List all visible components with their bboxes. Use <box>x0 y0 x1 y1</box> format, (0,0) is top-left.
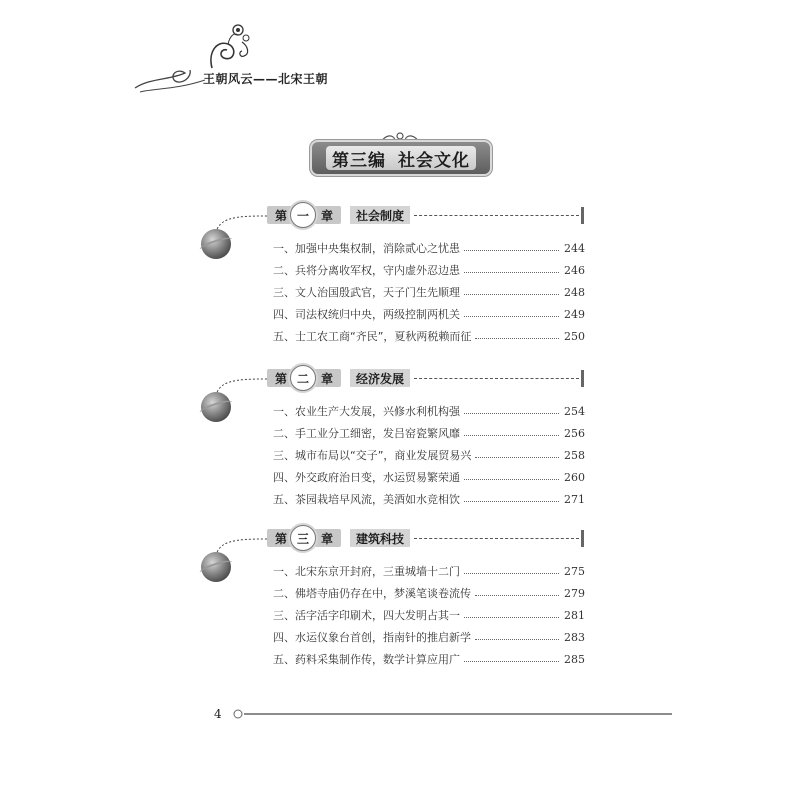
toc-entry-page: 248 <box>564 285 585 299</box>
chapter-block <box>195 207 595 357</box>
toc-entry[interactable] <box>273 468 585 486</box>
part-banner-label <box>326 146 476 170</box>
part-banner <box>312 142 490 174</box>
toc-entry-title: 四、司法权统归中央，两级控制两机关 <box>273 308 460 321</box>
toc-entry[interactable] <box>273 584 585 602</box>
chapter-globe-icon <box>201 229 231 259</box>
toc-entry[interactable] <box>273 261 585 279</box>
part-number: 第三编 <box>332 150 386 171</box>
toc-entry-page: 281 <box>564 608 585 622</box>
toc-leader-dots <box>464 316 559 317</box>
toc-entry-title: 一、加强中央集权制，消除贰心之忧患 <box>273 242 460 255</box>
toc-entry[interactable] <box>273 606 585 624</box>
chapter-number: 一 <box>290 202 316 228</box>
toc-entry[interactable] <box>273 446 585 464</box>
toc-entry-page: 249 <box>564 307 585 321</box>
toc-entry[interactable] <box>273 239 585 257</box>
toc-entry-page: 275 <box>564 564 585 578</box>
toc-leader-dots <box>475 595 559 596</box>
toc-leader-dots <box>475 639 559 640</box>
page-number: 4 <box>214 707 222 721</box>
chapter-rule <box>414 538 579 539</box>
toc-entry[interactable] <box>273 562 585 580</box>
chapter-block <box>195 370 595 520</box>
toc-entry-title: 五、茶园栽培早风流，美酒如水竞相饮 <box>273 493 460 506</box>
toc-entry[interactable] <box>273 283 585 301</box>
toc-leader-dots <box>464 661 559 662</box>
toc-entry-title: 一、农业生产大发展，兴修水利机构强 <box>273 405 460 418</box>
toc-entry-title: 五、药料采集制作传，数学计算应用广 <box>273 653 460 666</box>
toc-entry-title: 四、水运仪象台首创，指南针的推启新学 <box>273 631 471 644</box>
toc-entry[interactable] <box>273 424 585 442</box>
toc-entry[interactable] <box>273 327 585 345</box>
toc-entry[interactable] <box>273 628 585 646</box>
chapter-block <box>195 530 595 680</box>
chapter-globe-icon <box>201 392 231 422</box>
toc-entry-page: 244 <box>564 241 585 255</box>
chapter-prefix: 第 <box>275 531 288 546</box>
footer-rule <box>232 708 674 720</box>
toc-entry-title: 三、文人治国殷武官，天子门生先顺理 <box>273 286 460 299</box>
toc-leader-dots <box>464 272 559 273</box>
toc-entry[interactable] <box>273 402 585 420</box>
toc-entry-page: 285 <box>564 652 585 666</box>
toc-leader-dots <box>464 573 559 574</box>
chapter-globe-icon <box>201 552 231 582</box>
toc-entry-page: 283 <box>564 630 585 644</box>
toc-entry-title: 三、城市布局以“交子”，商业发展贸易兴 <box>273 449 472 462</box>
chapter-rule-endcap <box>581 207 584 224</box>
toc-entry-title: 二、手工业分工细密，发吕窑瓷繁风靡 <box>273 427 460 440</box>
toc-entry-title: 五、士工农工商“齐民”，夏秋两税赖而征 <box>273 330 472 343</box>
toc-leader-dots <box>464 413 559 414</box>
toc-entry-page: 254 <box>564 404 585 418</box>
chapter-rule-endcap <box>581 370 584 387</box>
toc-leader-dots <box>464 617 559 618</box>
chapter-title: 建筑科技 <box>350 529 410 547</box>
toc-entry-title: 三、活字活字印刷术，四大发明占其一 <box>273 609 460 622</box>
running-header-title: 王朝风云——北宋王朝 <box>203 72 329 86</box>
toc-entry-page: 250 <box>564 329 585 343</box>
chapter-prefix: 第 <box>275 208 288 223</box>
chapter-rule-endcap <box>581 530 584 547</box>
chapter-suffix: 章 <box>321 208 334 223</box>
toc-entry-title: 二、佛塔寺庙仍存在中，梦溪笔谈卷流传 <box>273 587 471 600</box>
chapter-rule <box>414 378 579 379</box>
toc-entry-title: 一、北宋东京开封府，三重城墙十二门 <box>273 565 460 578</box>
chapter-title: 社会制度 <box>350 206 410 224</box>
toc-entry[interactable] <box>273 650 585 668</box>
toc-leader-dots <box>475 338 559 339</box>
toc-entry-page: 271 <box>564 492 585 506</box>
toc-entry[interactable] <box>273 490 585 508</box>
toc-entry-page: 258 <box>564 448 585 462</box>
toc-leader-dots <box>464 250 559 251</box>
toc-entry-page: 246 <box>564 263 585 277</box>
toc-entry-page: 279 <box>564 586 585 600</box>
chapter-number: 二 <box>290 365 316 391</box>
toc-entry-page: 256 <box>564 426 585 440</box>
toc-leader-dots <box>464 294 559 295</box>
toc-leader-dots <box>464 435 559 436</box>
chapter-prefix: 第 <box>275 371 288 386</box>
toc-leader-dots <box>475 457 559 458</box>
toc-leader-dots <box>464 479 559 480</box>
chapter-suffix: 章 <box>321 371 334 386</box>
toc-entry[interactable] <box>273 305 585 323</box>
toc-entry-title: 二、兵将分离收军权，守内虚外忍边患 <box>273 264 460 277</box>
chapter-title: 经济发展 <box>350 369 410 387</box>
chapter-number: 三 <box>290 525 316 551</box>
toc-entry-title: 四、外交政府治日变，水运贸易繁荣通 <box>273 471 460 484</box>
chapter-suffix: 章 <box>321 531 334 546</box>
toc-entry-page: 260 <box>564 470 585 484</box>
toc-leader-dots <box>464 501 559 502</box>
part-title: 社会文化 <box>398 150 470 171</box>
chapter-rule <box>414 215 579 216</box>
